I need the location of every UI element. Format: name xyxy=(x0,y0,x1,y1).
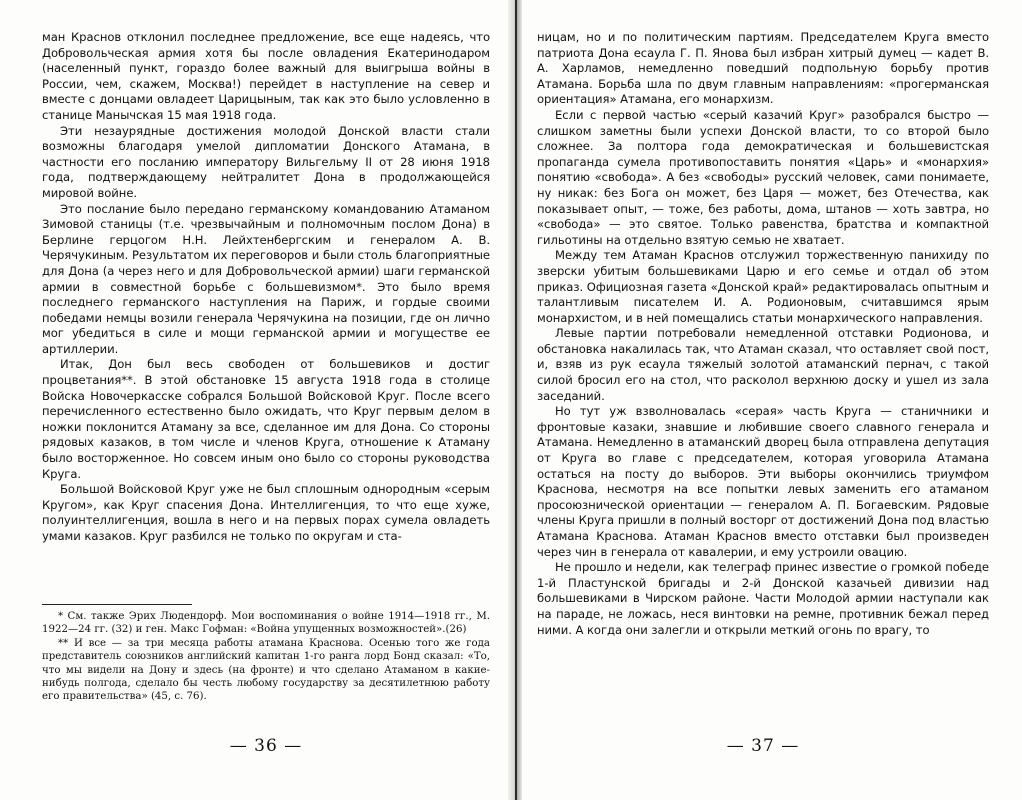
left-paragraph-4: Итак, Дон был весь свободен от большевиков и достиг процветания**. В этой обстановке 15 августа 1918 года в столице Войска Новочеркасске собрался Большой Войсковой Круг. После всего перечисленного естественно было ожидать, что Круг первым делом в ножки поклонится Атаману за все, сделанное им для Дона. Со стороны рядовых казаков, в том числе и членов Круга, отношение к Атаману было восторженное. Но совсем иным оно было со стороны руководства Круга. xyxy=(42,357,490,481)
right-paragraph-3: Между тем Атаман Краснов отслужил торжественную панихиду по зверски убитым большевиками Царю и его семье и отдал об этом приказ. Официозная газета «Донской край» редактировалась опытным и талантливым писателем И. А. Родионовым, считавшимся ярым монархистом, и в ней помещались статьи монархического направления. xyxy=(537,248,989,325)
gutter-shadow-line xyxy=(515,0,517,800)
left-page-body xyxy=(42,30,490,545)
footnotes xyxy=(42,610,490,704)
footnote-2: ** И все — за три месяца работы атамана Краснова. Осенью того же года представитель союзников английский капитан 1-го ранга лорд Бонд сказал: «То, что мы видели на Дону и здесь (на фронте) и что сделано Атаманом в какие-нибудь полгода, сделало бы честь любому государству за десятилетнюю работу его правительства» (45, с. 76). xyxy=(42,637,490,703)
left-page-number: — 36 — xyxy=(229,736,303,756)
left-paragraph-3: Это послание было передано германскому командованию Атаманом Зимовой станицы (т.е. чрезвычайным и полномочным послом Дона) в Берлине герцогом Н.Н. Лейхтенбергским и генералом А. В. Черячукиным. Результатом их переговоров и были столь благоприятные для Дона (а через него и для Добровольческой армии) шаги германской армии в совместной борьбе с большевизмом*. Это было время последнего германского наступления на Париж, и гордые своими победами немцы возили генерала Черячукина на позиции, где он лично мог убедиться в силе и мощи германской армии и могуществе ее артиллерии. xyxy=(42,201,490,356)
left-paragraph-1: ман Краснов отклонил последнее предложение, все еще надеясь, что Добровольческая армия хотя бы после овладения Екатеринодаром (населенный пункт, гораздо более важный для выигрыша войны в России, чем, скажем, Москва!) перейдет в наступление на север и вместе с донцами овладеет Царицыным, так как это было условленно в станице Манычская 15 мая 1918 года. xyxy=(42,30,490,122)
footnote-rule xyxy=(42,604,192,605)
right-paragraph-2: Если с первой частью «серый казачий Круг» разобрался быстро — слишком заметны были успехи Донской власти, то со второй было сложнее. За полтора года демократическая и большевистская пропаганда сумела противопоставить понятия «Царь» и «монархия» понятию «свобода». А без «свободы» русский человек, сами понимаете, ну никак: без Бога он может, без Царя — может, без Отечества, как показывает опыт, — тоже, без работы, дома, штанов — хоть завтра, но «свобода» — это святое. Только равенства, братства и компактной гильотины на отдельно взятую семью не хватает. xyxy=(537,107,989,247)
right-page-body xyxy=(537,30,989,638)
right-paragraph-1: ницам, но и по политическим партиям. Председателем Круга вместо патриота Дона есаула Г. П. Янова был избран хитрый думец — кадет В. А. Харламов, немедленно поведший подпольную борьбу против Атамана. Борьба шла по двум главным направлениям: «прогерманская ориентация» Атамана, его монархизм. xyxy=(537,30,989,107)
footnote-1: * См. также Эрих Людендорф. Мои воспоминания о войне 1914—1918 гг., М. 1922—24 гг. (32) и ген. Макс Гофман: «Война упущенных возможностей».(26) xyxy=(42,611,490,636)
left-paragraph-5: Большой Войсковой Круг уже не был сплошным однородным «серым Кругом», как Круг спасения Дона. Интеллигенция, то что еще хуже, полуинтеллигенция, вошла в него и на первых порах сумела овладеть умами казаков. Круг разбился не только по округам и ста- xyxy=(42,482,490,543)
right-page xyxy=(537,30,989,770)
right-paragraph-6: Не прошло и недели, как телеграф принес известие о громкой победе 1-й Пластунской бригады и 2-й Донской казачьей дивизии над большевиками в Чирском районе. Части Молодой армии наступали как на параде, не ложась, неся винтовки на ремне, противник бежал перед ними. А когда они залегли и открыли меткий огонь по врагу, то xyxy=(537,560,989,637)
left-paragraph-2: Эти незаурядные достижения молодой Донской власти стали возможны благодаря умелой дипломатии Донского Атамана, в частности его посланию императору Вильгельму II от 28 июня 1918 года, подтверждающему нейтралитет Дона в продолжающейся мировой войне. xyxy=(42,123,490,200)
right-paragraph-4: Левые партии потребовали немедленной отставки Родионова, и обстановка накалилась так, что Атаман сказал, что оставляет свой пост, и, взяв из рук есаула тяжелый золотой атаманский пернач, с такой силой бросил его на стол, что расколол верхнюю доску и ушел из зала заседаний. xyxy=(537,326,989,403)
right-paragraph-5: Но тут уж взволновалась «серая» часть Круга — станичники и фронтовые казаки, знавшие и любившие своего славного генерала и Атамана. Немедленно в атаманский дворец была отправлена депутация от Круга во главе с председателем, которая уговорила Атамана остаться на посту до выборов. Эти выборы окончились триумфом Краснова, несмотря на все попытки левых заменить его атаманом просоюзнической ориентации — генералом А. П. Богаевским. Рядовые члены Круга пришли в полный восторг от достижений Дона под властью Атамана Краснова. Атаман Краснов вместо отставки был произведен через чин в генерала от кавалерии, и ему устроили овацию. xyxy=(537,404,989,559)
right-page-number: — 37 — xyxy=(726,736,800,756)
left-page xyxy=(42,30,490,770)
